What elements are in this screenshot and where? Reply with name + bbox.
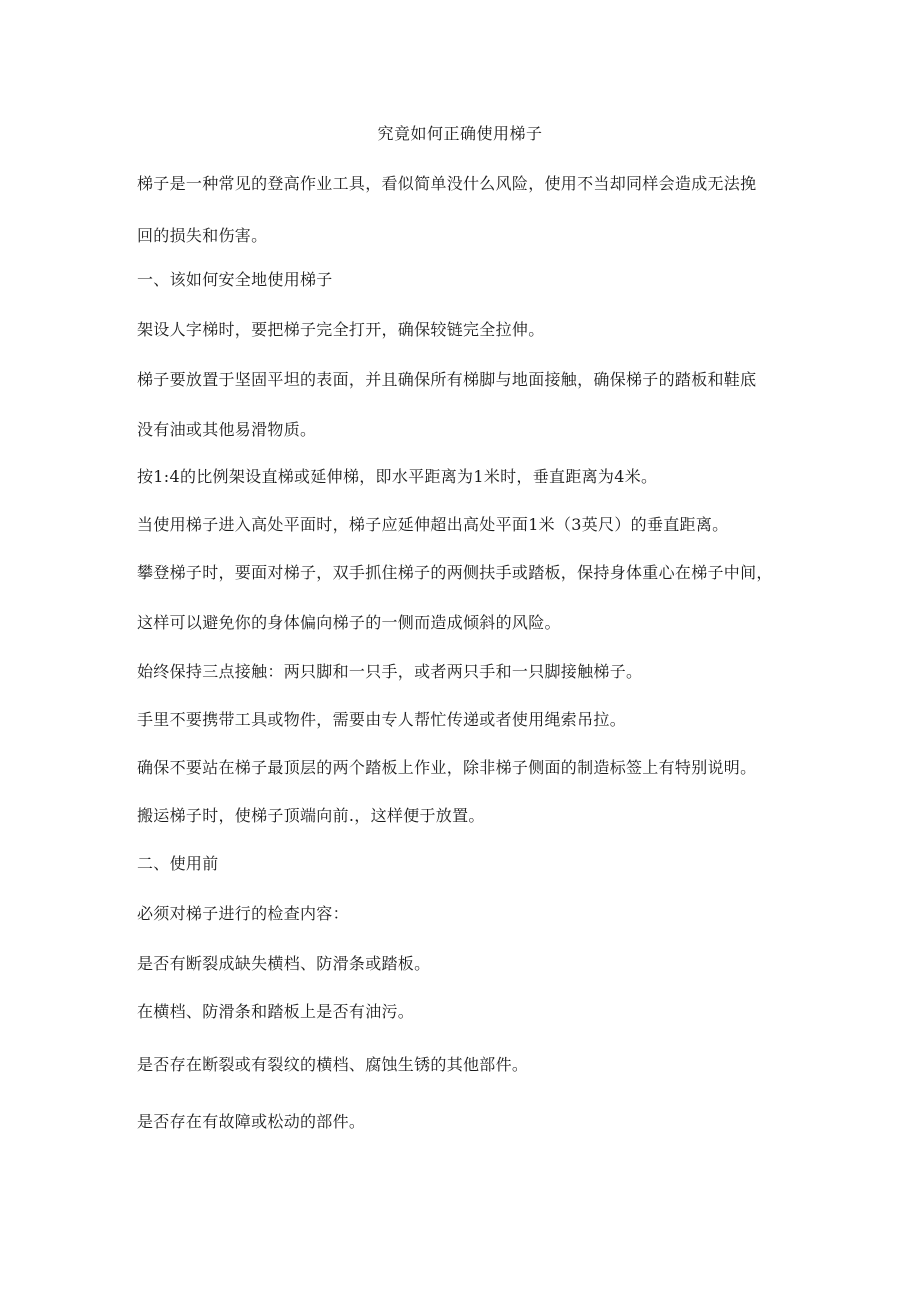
checklist-item: 在横档、防滑条和踏板上是否有油污。 <box>137 1002 415 1021</box>
paragraph-intro-line-1: 梯子是一种常见的登高作业工具，看似简单没什么风险，使用不当却同样会造成无法挽 <box>137 174 757 193</box>
paragraph-line: 当使用梯子进入高处平面时，梯子应延伸超出高处平面1米（3英尺）的垂直距离。 <box>137 515 729 534</box>
paragraph-line: 始终保持三点接触：两只脚和一只手，或者两只手和一只脚接触梯子。 <box>137 662 643 681</box>
section-heading-1: 一、该如何安全地使用梯子 <box>137 270 333 289</box>
checklist-item: 是否有断裂成缺失横档、防滑条或踏板。 <box>137 954 431 973</box>
checklist-item: 是否存在断裂或有裂纹的横档、腐蚀生锈的其他部件。 <box>137 1055 529 1074</box>
paragraph-line: 必须对梯子进行的检查内容： <box>137 904 349 923</box>
document-title: 究竟如何正确使用梯子 <box>377 124 543 143</box>
paragraph-line: 架设人字梯时，要把梯子完全打开，确保较链完全拉伸。 <box>137 320 545 339</box>
paragraph-line: 确保不要站在梯子最顶层的两个踏板上作业，除非梯子侧面的制造标签上有特别说明。 <box>137 758 757 777</box>
paragraph-line: 这样可以避免你的身体偏向梯子的一侧而造成倾斜的风险。 <box>137 613 561 632</box>
paragraph-line: 攀登梯子时，要面对梯子，双手抓住梯子的两侧扶手或踏板，保持身体重心在梯子中间， <box>137 563 773 582</box>
paragraph-line: 手里不要携带工具或物件，需要由专人帮忙传递或者使用绳索吊拉。 <box>137 710 627 729</box>
paragraph-line: 搬运梯子时，使梯子顶端向前.，这样便于放置。 <box>137 806 485 825</box>
checklist-item: 是否存在有故障或松动的部件。 <box>137 1112 366 1131</box>
section-heading-2: 二、使用前 <box>137 854 219 873</box>
paragraph-line: 没有油或其他易滑物质。 <box>137 420 317 439</box>
paragraph-intro-line-2: 回的损失和伤害。 <box>137 226 268 245</box>
paragraph-line: 梯子要放置于坚固平坦的表面，并且确保所有梯脚与地面接触，确保梯子的踏板和鞋底 <box>137 370 757 389</box>
paragraph-line: 按1:4的比例架设直梯或延伸梯，即水平距离为1米时，垂直距离为4米。 <box>137 467 658 486</box>
